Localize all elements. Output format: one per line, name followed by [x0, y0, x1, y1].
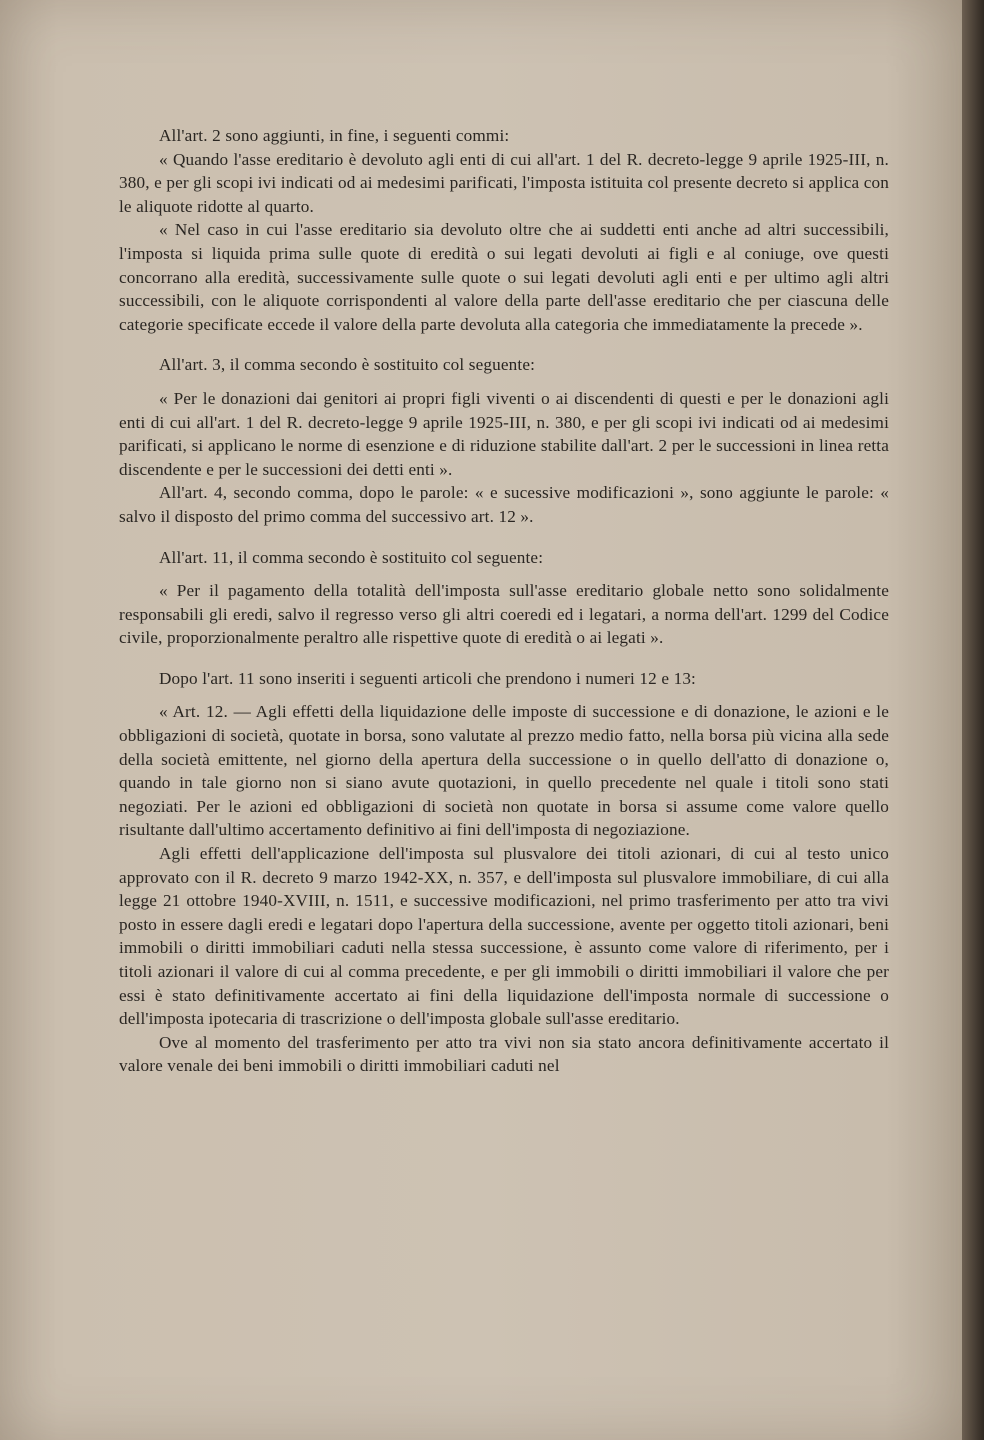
paragraph-art11-intro: All'art. 11, il comma secondo è sostituito col seguente: [159, 547, 544, 567]
paragraph-art2-comma2: « Nel caso in cui l'asse ereditario sia devoluto oltre che ai suddetti enti anche ad altri successibili, l'imposta si liquida prima sulle quote di eredità o sui legati devoluti ai figli e al coniuge, ove questi concorrano alla eredità, successivamente sulle quote o sui legati devoluti agli enti e per ultimo agli altri successibili, con le aliquote corrispondenti al valore della parte dell'asse ereditario che per ciascuna delle categorie specificate eccede il valore della parte devoluta alla categoria che immediatamente la precede ». [119, 220, 889, 334]
paragraph-art2-intro: All'art. 2 sono aggiunti, in fine, i seguenti commi: [159, 126, 510, 145]
paragraph-art3-text: « Per le donazioni dai genitori ai propri figli viventi o ai discendenti di questi e per le donazioni agli enti di cui all'art. 1 del R. decreto-legge 9 aprile 1925-III, n. 380, e per gli scopi ivi indicati od ai medesimi parificati, si applicano le norme di esenzione e di riduzione stabilite dall'art. 2 per le successioni in linea retta discendente e per le successioni dei detti enti ». [119, 388, 889, 479]
paragraph-art4: All'art. 4, secondo comma, dopo le parole: « e sucessive modificazioni », sono aggiunte le parole: « salvo il disposto del primo comma del successivo art. 12 ». [119, 483, 889, 526]
paragraph-new-articles-intro: Dopo l'art. 11 sono inseriti i seguenti articoli che prendono i numeri 12 e 13: [159, 668, 696, 688]
document-body [119, 124, 889, 1078]
paragraph-art2-comma1: « Quando l'asse ereditario è devoluto agli enti di cui all'art. 1 del R. decreto-legge 9 aprile 1925-III, n. 380, e per gli scopi ivi indicati od ai medesimi parificati, l'imposta istituita col presente decreto si applica con le aliquote ridotte al quarto. [119, 149, 889, 216]
paragraph-art12-comma1: « Art. 12. — Agli effetti della liquidazione delle imposte di successione e di donazione, le azioni e le obbligazioni di società, quotate in borsa, sono valutate al prezzo medio fatto, nella borsa più vicina alla sede della società emittente, nel giorno della apertura della successione o in quello dell'atto di donazione o, quando in tale giorno non si siano avute quotazioni, in quello precedente nel quale i titoli sono stati negoziati. Per le azioni ed obbligazioni di società non quotate in borsa si assume come valore quello risultante dall'ultimo accertamento definitivo ai fini dell'imposta di negoziazione. [119, 702, 889, 840]
paragraph-art12-comma3: Ove al momento del trasferimento per atto tra vivi non sia stato ancora definitivamente accertato il valore venale dei beni immobili o diritti immobiliari caduti nel [119, 1032, 889, 1076]
paragraph-art12-comma2: Agli effetti dell'applicazione dell'imposta sul plusvalore dei titoli azionari, di cui al testo unico approvato con il R. decreto 9 marzo 1942-XX, n. 357, e dell'imposta sul plusvalore immobiliare, di cui alla legge 21 ottobre 1940-XVIII, n. 1511, e successive modificazioni, nel primo trasferimento per atto tra vivi posto in essere dagli eredi e legatari dopo l'apertura della successione, avente per oggetto titoli azionari, beni immobili o diritti immobiliari caduti nella stessa successione, è assunto come valore di riferimento, per i titoli azionari il valore di cui al comma precedente, e per gli immobili o diritti immobiliari il valore che per essi è stato definitivamente accertato ai fini della liquidazione dell'imposta normale di successione o dell'imposta ipotecaria di trascrizione o dell'imposta globale sull'asse ereditario. [119, 844, 889, 1029]
paragraph-art11-text: « Per il pagamento della totalità dell'imposta sull'asse ereditario globale netto sono solidalmente responsabili gli eredi, salvo il regresso verso gli altri coeredi ed i legatari, a norma dell'art. 1299 del Codice civile, proporzionalmente peraltro alle rispettive quote di eredità o ai legati ». [119, 581, 889, 648]
page-edge-shadow [962, 0, 984, 1440]
paragraph-art3-intro: All'art. 3, il comma secondo è sostituito col seguente: [159, 355, 536, 375]
